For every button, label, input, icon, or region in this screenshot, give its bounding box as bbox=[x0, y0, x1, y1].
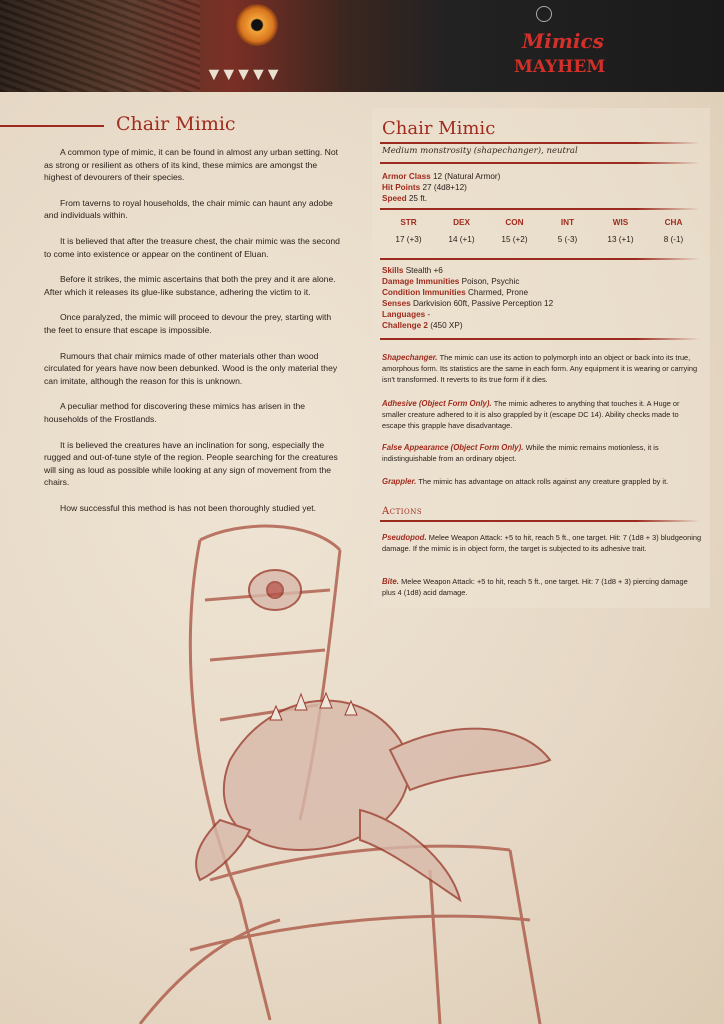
lore-paragraph: A peculiar method for discovering these mimics has arisen in the households of the Frostlands. bbox=[44, 401, 306, 424]
lore-paragraph: Once paralyzed, the mimic will proceed to devour the prey, starting with the feet to ensure that escape is impossible. bbox=[44, 312, 332, 335]
ability-header: STR bbox=[400, 218, 417, 227]
ability-header: DEX bbox=[453, 218, 470, 227]
ability-value: 15 (+2) bbox=[501, 235, 528, 244]
lore-paragraph: Before it strikes, the mimic ascertains that both the prey and it are alone. After which it releases its glue-like substance, adhering the victim to it. bbox=[44, 274, 336, 297]
publisher-icon bbox=[536, 6, 552, 22]
title-rule bbox=[0, 125, 104, 127]
ability-value: 13 (+1) bbox=[607, 235, 634, 244]
lore-text bbox=[44, 146, 344, 527]
lore-paragraph: Rumours that chair mimics made of other materials other than wood circulated for years have now been debunked. Wood is the only material they can imitate, although the reason for this is unknown. bbox=[44, 350, 338, 386]
speed-line: Speed 25 ft. bbox=[382, 194, 428, 203]
action-bite: Bite. Melee Weapon Attack: +5 to hit, reach 5 ft., one target. Hit: 7 (1d8 + 3) piercing damage plus 4 (1d8) acid damage. bbox=[382, 577, 688, 597]
ability-values bbox=[382, 227, 700, 244]
ability-value: 5 (-3) bbox=[557, 235, 578, 244]
logo-line2: MAYHEM bbox=[514, 57, 606, 77]
ability-header: CHA bbox=[664, 218, 683, 227]
ability-value: 14 (+1) bbox=[448, 235, 475, 244]
ability-header: INT bbox=[560, 218, 575, 227]
damage-immunities-line: Damage Immunities Poison, Psychic bbox=[382, 277, 520, 286]
ability-header: WIS bbox=[612, 218, 629, 227]
trait-shapechanger: Shapechanger. The mimic can use its action to polymorph into an object or back into its true, amorphous form. Its statistics are the same in each form. Any equipment it is wearing or carrying isn't transformed. It reverts to its true form if it dies. bbox=[382, 353, 698, 384]
trait-grappler: Grappler. The mimic has advantage on attack rolls against any creature grappled by it. bbox=[382, 477, 669, 486]
action-pseudopod: Pseudopod. Melee Weapon Attack: +5 to hit, reach 5 ft., one target. Hit: 7 (1d8 + 3) bludgeoning damage. If the mimic is in object form, the target is subjected to its adhesive trait. bbox=[382, 533, 702, 553]
stat-rule bbox=[380, 338, 700, 340]
logo-line1: Mimics bbox=[522, 29, 604, 53]
lore-paragraph: How successful this method is has not been thoroughly studied yet. bbox=[60, 502, 317, 513]
stat-rule bbox=[380, 162, 700, 164]
skills-line: Skills Stealth +6 bbox=[382, 266, 443, 275]
stat-rule bbox=[380, 258, 700, 260]
hit-points-line: Hit Points 27 (4d8+12) bbox=[382, 183, 467, 192]
stat-block-name: Chair Mimic bbox=[382, 118, 496, 139]
ability-scores bbox=[382, 218, 700, 244]
wood-texture bbox=[0, 0, 200, 92]
monster-teeth-art: ▼▼▼▼▼ bbox=[205, 64, 280, 84]
lore-title: Chair Mimic bbox=[116, 113, 236, 135]
languages-line: Languages - bbox=[382, 310, 431, 319]
chair-mimic-illustration bbox=[130, 520, 610, 1024]
lore-paragraph: A common type of mimic, it can be found in almost any urban setting. Not as strong or resilient as others of its kind, these mimics are amongst the highest of devourers of their species. bbox=[44, 147, 338, 183]
challenge-line: Challenge 2 (450 XP) bbox=[382, 321, 463, 330]
ability-header: CON bbox=[505, 218, 524, 227]
monster-eye-art bbox=[236, 4, 278, 46]
ability-value: 8 (-1) bbox=[663, 235, 684, 244]
armor-class-line: Armor Class 12 (Natural Armor) bbox=[382, 172, 501, 181]
stat-rule bbox=[380, 142, 700, 144]
trait-false-appearance: False Appearance (Object Form Only). While the mimic remains motionless, it is indistinguishable from an ordinary object. bbox=[382, 443, 659, 463]
header-banner bbox=[0, 0, 724, 92]
ability-headers bbox=[382, 218, 700, 227]
stat-block-subtitle: Medium monstrosity (shapechanger), neutral bbox=[382, 146, 578, 156]
ability-value: 17 (+3) bbox=[395, 235, 422, 244]
lore-paragraph: From taverns to royal households, the chair mimic can haunt any adobe and individuals within. bbox=[44, 197, 333, 221]
stat-rule bbox=[380, 208, 700, 210]
condition-immunities-line: Condition Immunities Charmed, Prone bbox=[382, 288, 529, 297]
mimics-mayhem-logo bbox=[500, 22, 606, 82]
trait-adhesive: Adhesive (Object Form Only). The mimic adheres to anything that touches it. A Huge or smaller creature adhered to it is also grappled by it (escape DC 14). Ability checks made to escape this grapple have disadvantage. bbox=[382, 399, 680, 430]
senses-line: Senses Darkvision 60ft, Passive Perception 12 bbox=[382, 299, 554, 308]
lore-paragraph: It is believed that after the treasure chest, the chair mimic was the second to come into existence or appear on the continent of Eluan. bbox=[44, 235, 340, 259]
lore-paragraph: It is believed the creatures have an inclination for song, especially the rugged and out-of-tune style of the region. People searching for the creatures will sing as loud as possible while looking at any sign of movement from the chairs. bbox=[44, 439, 338, 488]
actions-heading: Actions bbox=[382, 506, 423, 517]
